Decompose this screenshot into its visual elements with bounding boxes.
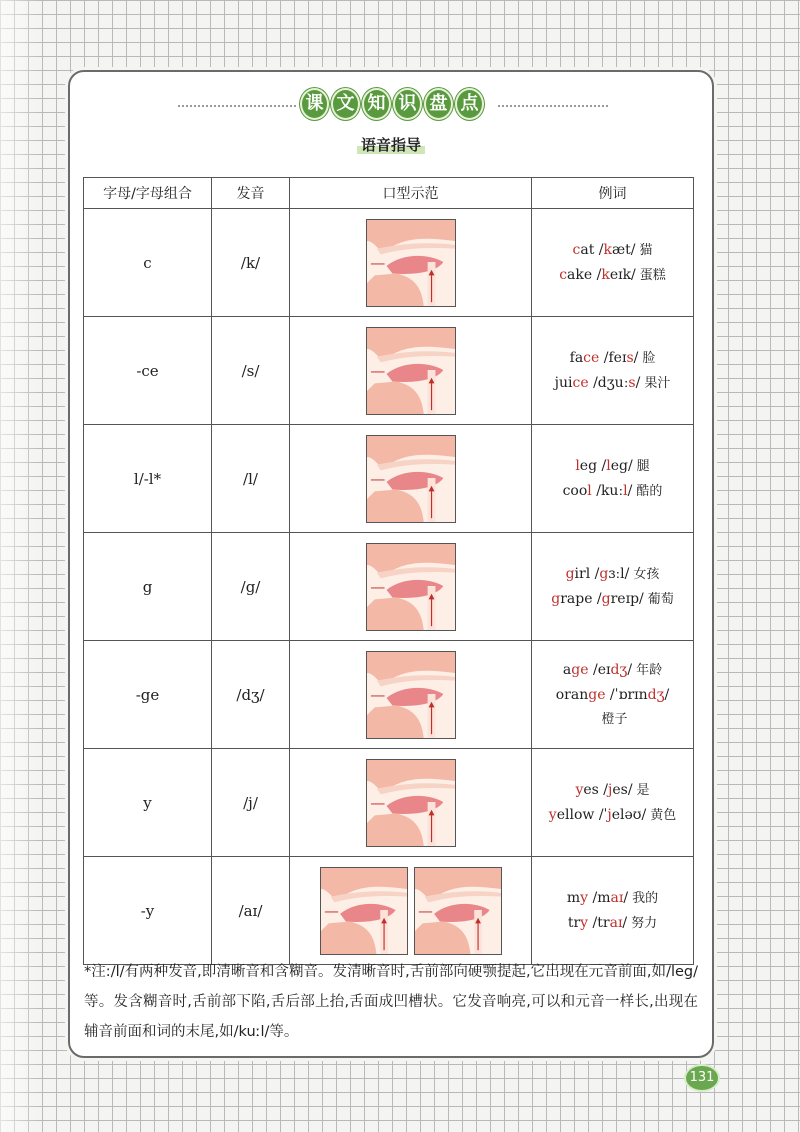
highlighted-letters: ge bbox=[571, 661, 589, 678]
mouth-diagram-image bbox=[366, 759, 456, 847]
letter-cell: -ce bbox=[84, 317, 212, 425]
word-text: / bbox=[633, 349, 639, 366]
title-char: 文 bbox=[331, 88, 360, 120]
example-word bbox=[533, 562, 692, 587]
mouth-diagram-image bbox=[320, 867, 408, 955]
letter-cell: l/-l* bbox=[84, 425, 212, 533]
column-header: 例词 bbox=[532, 178, 694, 209]
word-text: /kuː bbox=[591, 482, 624, 499]
highlighted-letters: s bbox=[628, 374, 636, 391]
highlighted-letters: l bbox=[606, 457, 611, 474]
highlighted-letters: ge bbox=[588, 686, 606, 703]
highlighted-letters: ce bbox=[583, 349, 600, 366]
table-row bbox=[84, 317, 694, 425]
word-text: /tr bbox=[588, 914, 610, 931]
chinese-meaning: 腿 bbox=[636, 458, 650, 474]
highlighted-letters: s bbox=[626, 349, 634, 366]
word-text: /dʒuː bbox=[588, 374, 629, 391]
title-chips bbox=[300, 88, 484, 122]
sound-cell: /k/ bbox=[212, 209, 290, 317]
highlighted-letters: g bbox=[551, 590, 561, 607]
chinese-meaning: 我的 bbox=[632, 890, 659, 906]
word-text: eləʊ/ bbox=[611, 806, 647, 823]
table-row bbox=[84, 425, 694, 533]
highlighted-letters: k bbox=[601, 266, 610, 283]
example-cell bbox=[532, 209, 694, 317]
example-word bbox=[533, 454, 692, 479]
title-char: 识 bbox=[393, 88, 422, 120]
example-word bbox=[533, 707, 692, 732]
column-header: 口型示范 bbox=[290, 178, 532, 209]
word-text: coo bbox=[562, 482, 588, 499]
word-text: tr bbox=[567, 914, 581, 931]
highlighted-letters: g bbox=[599, 565, 609, 582]
highlighted-letters: y bbox=[575, 781, 584, 798]
example-word bbox=[533, 587, 692, 612]
word-text: eɪk/ bbox=[609, 266, 636, 283]
example-word bbox=[533, 658, 692, 683]
chinese-meaning: 酷的 bbox=[636, 483, 663, 499]
chinese-meaning: 黄色 bbox=[650, 807, 677, 823]
highlighted-letters: j bbox=[607, 806, 612, 823]
word-text: jui bbox=[554, 374, 573, 391]
highlighted-letters: l bbox=[587, 482, 592, 499]
word-text: /m bbox=[588, 889, 611, 906]
table-header-row bbox=[84, 178, 694, 209]
example-word bbox=[533, 238, 692, 263]
table-row bbox=[84, 533, 694, 641]
chinese-meaning: 是 bbox=[636, 782, 650, 798]
word-text: /ˈɒrɪn bbox=[605, 686, 648, 703]
table-row bbox=[84, 209, 694, 317]
example-word bbox=[533, 346, 692, 371]
page-edge bbox=[0, 0, 40, 1132]
pronunciation-note: *注:/l/有两种发音,即清晰音和含糊音。发清晰音时,舌前部向硬颚提起,它出现在元音前面,如/leg/等。发含糊音时,舌前部下陷,舌后部上抬,舌面成凹槽状。它发音响亮,可以和元音一样长,出现在辅音前面和词的末尾,如/kuːl/等。 bbox=[84, 964, 698, 1040]
highlighted-letters: l bbox=[575, 457, 580, 474]
word-text: /feɪ bbox=[599, 349, 627, 366]
sound-cell: /dʒ/ bbox=[212, 641, 290, 749]
word-text: / bbox=[622, 914, 628, 931]
mouth-diagram-cell bbox=[290, 533, 532, 641]
word-text: ellow /ˈ bbox=[556, 806, 608, 823]
mouth-diagram-cell bbox=[290, 425, 532, 533]
sound-cell: /l/ bbox=[212, 425, 290, 533]
word-text: eg / bbox=[579, 457, 607, 474]
example-cell bbox=[532, 749, 694, 857]
example-word bbox=[533, 371, 692, 396]
letter-cell: c bbox=[84, 209, 212, 317]
lesson-card bbox=[68, 70, 714, 1058]
word-text: oran bbox=[555, 686, 589, 703]
mouth-diagram-cell bbox=[290, 857, 532, 965]
word-text: / bbox=[635, 374, 641, 391]
highlighted-letters: ce bbox=[572, 374, 589, 391]
phonics-table bbox=[83, 177, 694, 965]
example-word bbox=[533, 803, 692, 828]
title-divider-right bbox=[498, 105, 608, 107]
mouth-diagram-image bbox=[366, 543, 456, 631]
chinese-meaning: 脸 bbox=[642, 350, 656, 366]
word-text: reɪp/ bbox=[610, 590, 644, 607]
word-text: / bbox=[627, 661, 633, 678]
word-text: es/ bbox=[612, 781, 633, 798]
mouth-diagram-cell bbox=[290, 317, 532, 425]
word-text: / bbox=[627, 482, 633, 499]
mouth-diagram-cell bbox=[290, 641, 532, 749]
highlighted-letters: g bbox=[601, 590, 611, 607]
example-word bbox=[533, 479, 692, 504]
example-word bbox=[533, 886, 692, 911]
mouth-diagram-image bbox=[366, 327, 456, 415]
highlighted-letters: y bbox=[580, 914, 589, 931]
letter-cell: g bbox=[84, 533, 212, 641]
title-divider-left bbox=[178, 105, 296, 107]
example-cell bbox=[532, 641, 694, 749]
highlighted-letters: c bbox=[572, 241, 581, 258]
example-word bbox=[533, 911, 692, 936]
example-word bbox=[533, 778, 692, 803]
mouth-diagram-image bbox=[366, 651, 456, 739]
word-text: a bbox=[562, 661, 572, 678]
subtitle bbox=[70, 134, 712, 155]
example-word bbox=[533, 683, 692, 707]
title-char: 课 bbox=[300, 88, 329, 120]
title-char: 点 bbox=[455, 88, 484, 120]
title-char: 盘 bbox=[424, 88, 453, 120]
table-row bbox=[84, 749, 694, 857]
letter-cell: -ge bbox=[84, 641, 212, 749]
word-text: es / bbox=[583, 781, 608, 798]
word-text: ɜːl/ bbox=[608, 565, 630, 582]
highlighted-letters: g bbox=[565, 565, 575, 582]
example-cell bbox=[532, 533, 694, 641]
word-text: /eɪ bbox=[588, 661, 611, 678]
word-text: ake / bbox=[567, 266, 602, 283]
word-text: m bbox=[566, 889, 581, 906]
mouth-diagram-cell bbox=[290, 749, 532, 857]
highlighted-letters: dʒ bbox=[610, 661, 628, 678]
chinese-meaning: 女孩 bbox=[633, 566, 660, 582]
section-title bbox=[70, 88, 712, 122]
highlighted-letters: aɪ bbox=[609, 914, 623, 931]
mouth-diagram-image bbox=[366, 435, 456, 523]
highlighted-letters: l bbox=[623, 482, 628, 499]
mouth-diagram-image bbox=[366, 219, 456, 307]
table-row bbox=[84, 641, 694, 749]
chinese-meaning: 年龄 bbox=[636, 662, 663, 678]
word-text: æt/ bbox=[611, 241, 636, 258]
highlighted-letters: c bbox=[559, 266, 568, 283]
highlighted-letters: k bbox=[603, 241, 612, 258]
chinese-meaning: 蛋糕 bbox=[639, 267, 666, 283]
chinese-meaning: 果汁 bbox=[644, 375, 671, 391]
example-word bbox=[533, 263, 692, 288]
chinese-meaning: 葡萄 bbox=[647, 591, 674, 607]
word-text: eg/ bbox=[610, 457, 633, 474]
word-text: rape / bbox=[560, 590, 602, 607]
example-cell bbox=[532, 425, 694, 533]
letter-cell: y bbox=[84, 749, 212, 857]
word-text: / bbox=[664, 686, 670, 703]
word-text: irl / bbox=[574, 565, 600, 582]
column-header: 发音 bbox=[212, 178, 290, 209]
sound-cell: /s/ bbox=[212, 317, 290, 425]
mouth-diagram-cell bbox=[290, 209, 532, 317]
chinese-meaning: 努力 bbox=[631, 915, 658, 931]
chinese-meaning: 猫 bbox=[639, 242, 653, 258]
sound-cell: /aɪ/ bbox=[212, 857, 290, 965]
table-body bbox=[84, 209, 694, 965]
example-cell bbox=[532, 857, 694, 965]
column-header: 字母/字母组合 bbox=[84, 178, 212, 209]
letter-cell: -y bbox=[84, 857, 212, 965]
highlighted-letters: j bbox=[608, 781, 613, 798]
highlighted-letters: aɪ bbox=[610, 889, 624, 906]
page-number: 131 bbox=[684, 1064, 720, 1092]
example-cell bbox=[532, 317, 694, 425]
word-text: / bbox=[623, 889, 629, 906]
highlighted-letters: y bbox=[548, 806, 557, 823]
title-char: 知 bbox=[362, 88, 391, 120]
table-row bbox=[84, 857, 694, 965]
highlighted-letters: dʒ bbox=[647, 686, 665, 703]
word-text: at / bbox=[580, 241, 604, 258]
chinese-meaning: 橙子 bbox=[601, 711, 628, 727]
subtitle-text: 语音指导 bbox=[357, 136, 425, 154]
word-text: fa bbox=[569, 349, 584, 366]
mouth-diagram-image bbox=[414, 867, 502, 955]
sound-cell: /j/ bbox=[212, 749, 290, 857]
sound-cell: /g/ bbox=[212, 533, 290, 641]
highlighted-letters: y bbox=[580, 889, 589, 906]
